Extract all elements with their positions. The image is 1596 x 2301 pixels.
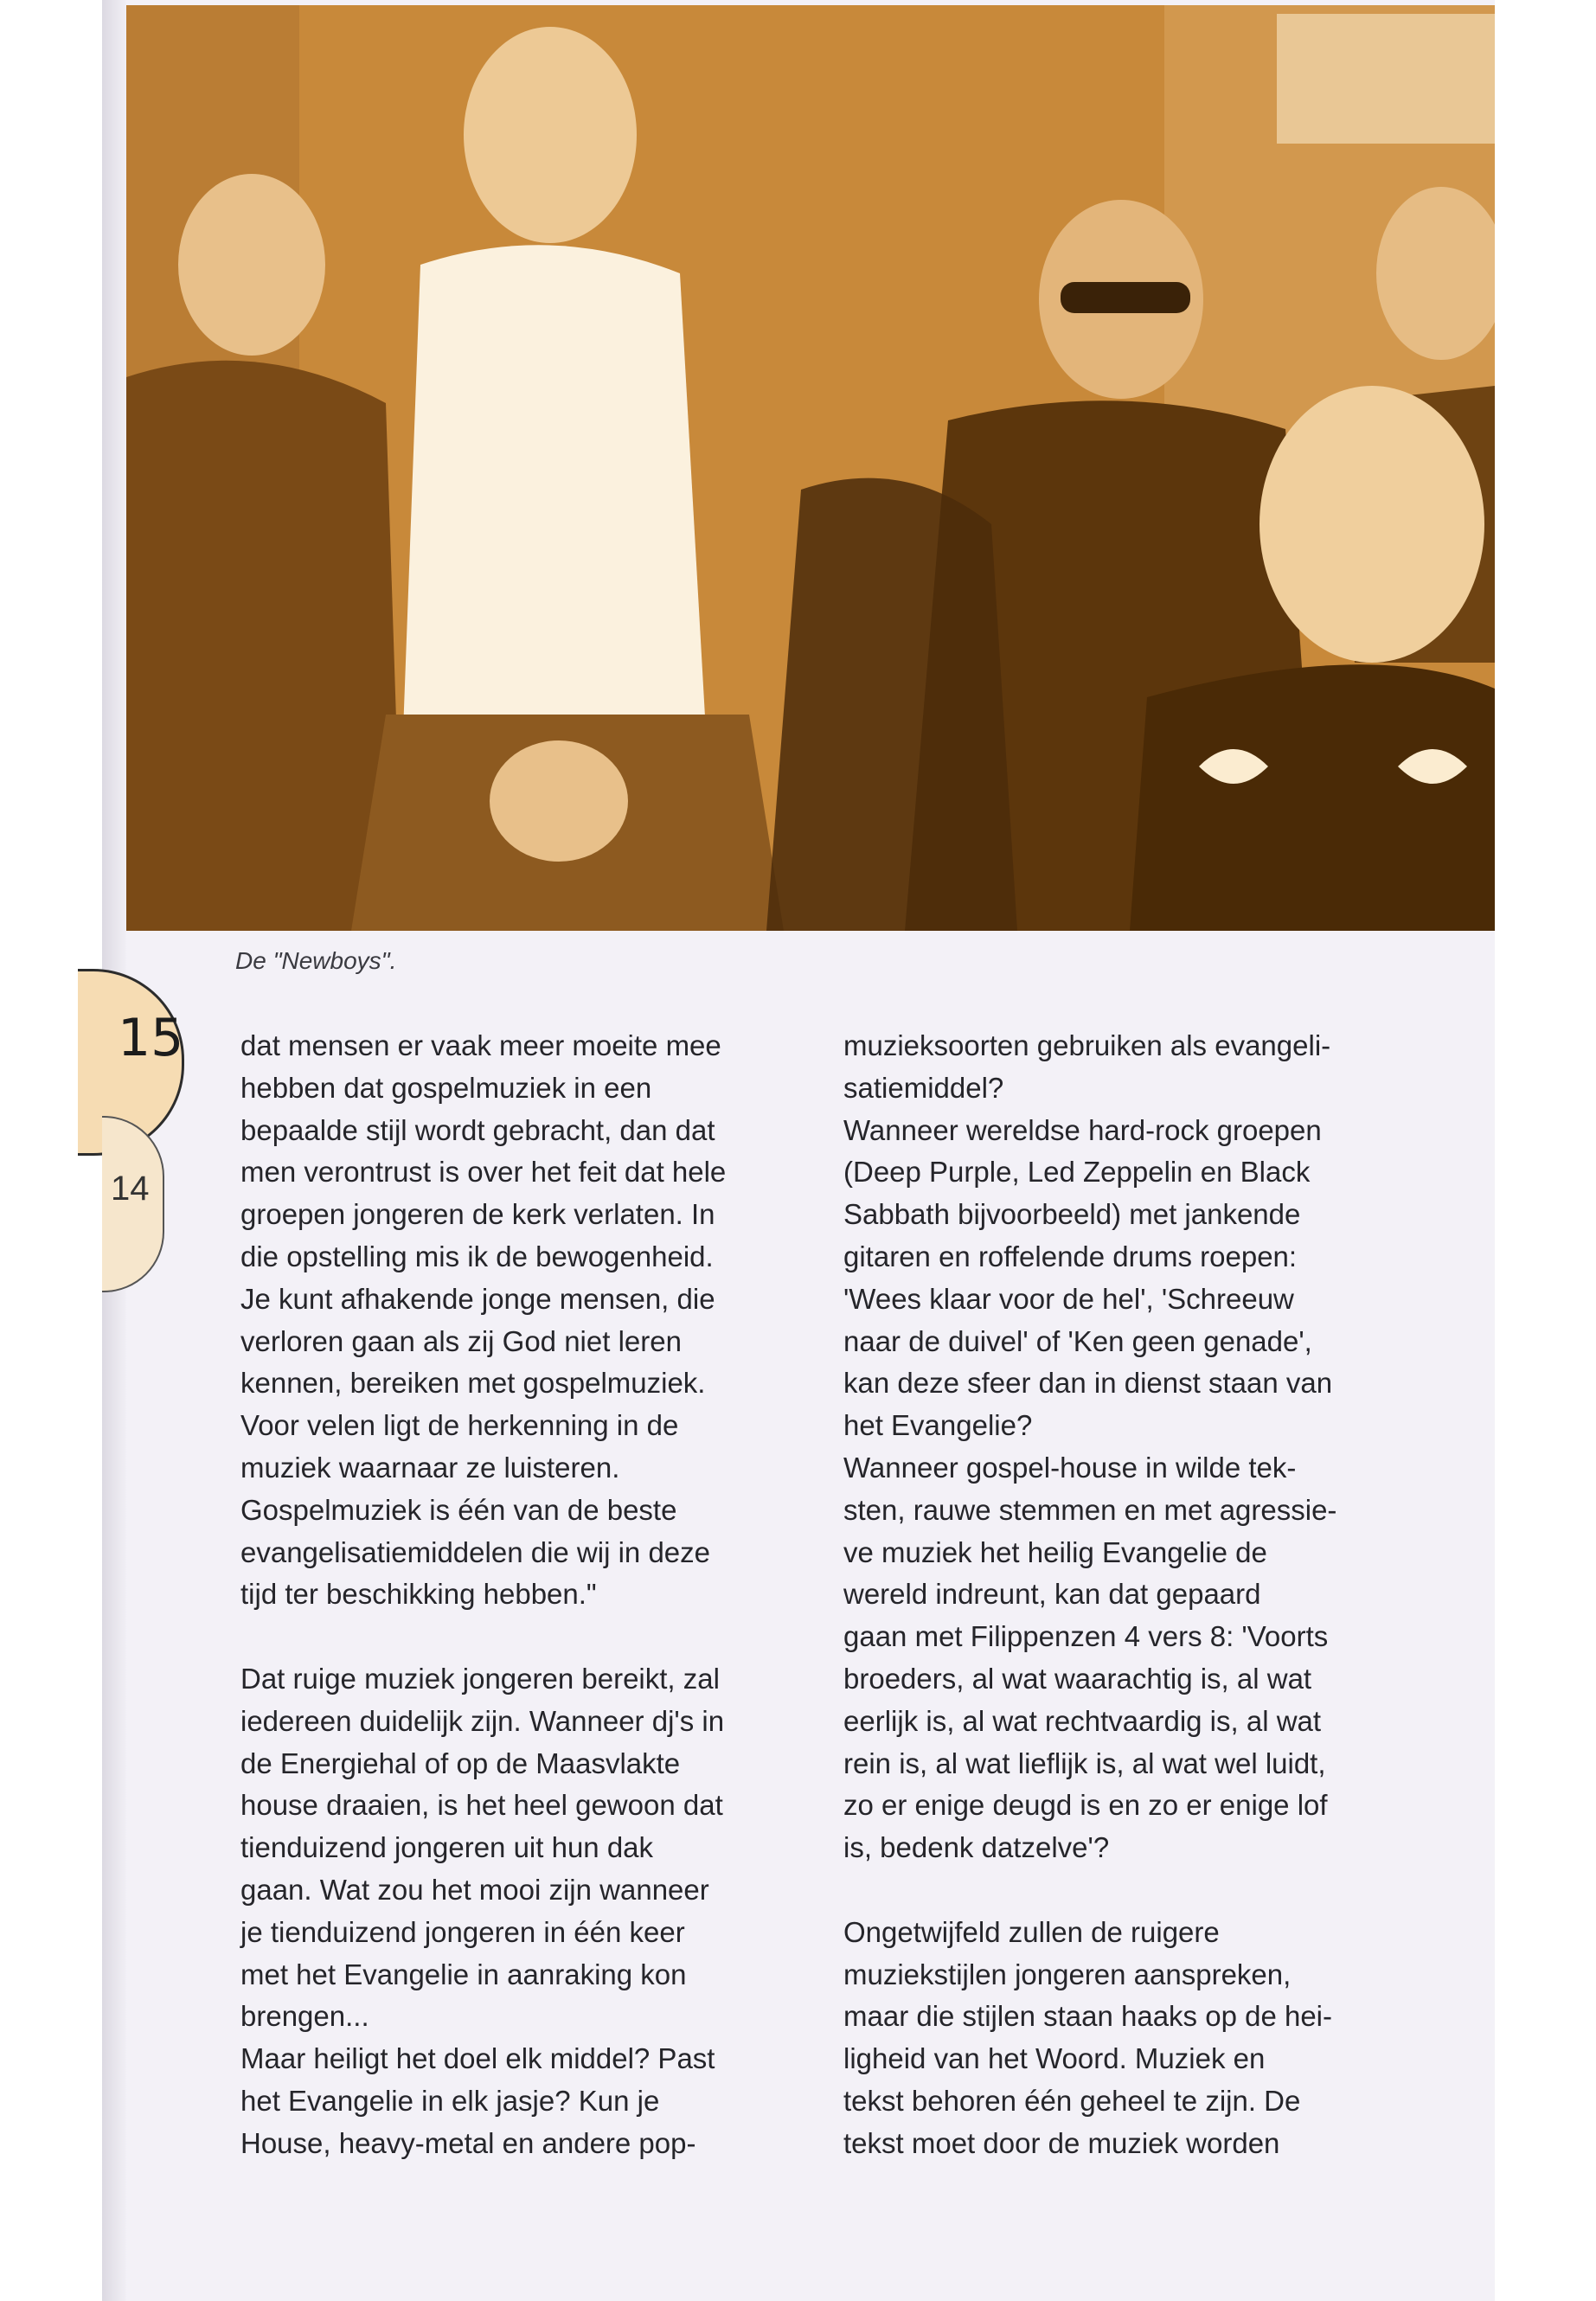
text-line: Maar heiligt het doel elk middel? Past	[240, 2042, 715, 2075]
text-line	[240, 1616, 803, 1658]
text-line: tekst moet door de muziek worden	[843, 2126, 1280, 2159]
text-line: gitaren en roffelende drums roepen:	[843, 1240, 1298, 1272]
text-line: House, heavy-metal en andere pop-	[240, 2126, 696, 2159]
text-line: Voor velen ligt de herkenning in de	[240, 1409, 679, 1442]
text-line: ligheid van het Woord. Muziek en	[843, 2042, 1266, 2075]
text-line: gaan. Wat zou het mooi zijn wanneer	[240, 1873, 709, 1906]
text-line: iedereen duidelijk zijn. Wanneer dj's in	[240, 1704, 725, 1737]
text-line: zo er enige deugd is en zo er enige lof	[843, 1789, 1328, 1822]
text-line: Je kunt afhakende jonge mensen, die	[240, 1282, 715, 1315]
text-line: muziek waarnaar ze luisteren.	[240, 1451, 620, 1484]
text-line: brengen...	[240, 2000, 369, 2033]
text-line: dat mensen er vaak meer moeite mee	[240, 1029, 721, 1061]
text-line: groepen jongeren de kerk verlaten. In	[240, 1198, 715, 1231]
text-line: de Energiehal of op de Maasvlakte	[240, 1747, 681, 1779]
text-line: hebben dat gospelmuziek in een	[240, 1071, 652, 1104]
text-line: kan deze sfeer dan in dienst staan van	[843, 1367, 1333, 1400]
text-line: rein is, al wat lieflijk is, al wat wel luidt,	[843, 1747, 1326, 1779]
text-line: tienduizend jongeren uit hun dak	[240, 1831, 654, 1864]
photo-caption: De "Newboys".	[235, 947, 397, 974]
text-line: sten, rauwe stemmen en met agressie-	[843, 1493, 1337, 1526]
text-line: die opstelling mis ik de bewogenheid.	[240, 1240, 714, 1272]
text-line	[843, 1869, 1406, 1912]
text-line: is, bedenk datzelve'?	[843, 1831, 1110, 1864]
text-line: Dat ruige muziek jongeren bereikt, zal	[240, 1662, 720, 1695]
text-line: 'Wees klaar voor de hel', 'Schreeuw	[843, 1282, 1294, 1315]
text-line: Wanneer wereldse hard-rock groepen	[843, 1113, 1322, 1146]
text-line: bepaalde stijl wordt gebracht, dan dat	[240, 1113, 715, 1146]
text-line: muziekstijlen jongeren aanspreken,	[843, 1958, 1292, 1990]
text-line: je tienduizend jongeren in één keer	[240, 1915, 685, 1948]
text-line: verloren gaan als zij God niet leren	[240, 1324, 682, 1357]
text-line: eerlijk is, al wat rechtvaardig is, al wat	[843, 1704, 1322, 1737]
text-line: Ongetwijfeld zullen de ruigere	[843, 1915, 1220, 1948]
page-number: 15	[118, 1008, 184, 1068]
text-line: Wanneer gospel-house in wilde tek-	[843, 1451, 1297, 1484]
text-line: evangelisatiemiddelen die wij in deze	[240, 1535, 711, 1568]
text-line: Sabbath bijvoorbeeld) met jankende	[843, 1198, 1301, 1231]
left-text-column	[240, 1025, 803, 2165]
text-line: Gospelmuziek is één van de beste	[240, 1493, 677, 1526]
page-number-secondary: 14	[111, 1170, 150, 1208]
text-line: house draaien, is het heel gewoon dat	[240, 1789, 723, 1822]
text-line: maar die stijlen staan haaks op de hei-	[843, 2000, 1332, 2033]
text-line: broeders, al wat waarachtig is, al wat	[843, 1662, 1312, 1695]
band-photo	[126, 5, 1495, 931]
text-line: naar de duivel' of 'Ken geen genade',	[843, 1324, 1312, 1357]
text-line: het Evangelie in elk jasje? Kun je	[240, 2084, 660, 2117]
text-line: met het Evangelie in aanraking kon	[240, 1958, 687, 1990]
text-line: tekst behoren één geheel te zijn. De	[843, 2084, 1301, 2117]
text-line: gaan met Filippenzen 4 vers 8: 'Voorts	[843, 1620, 1329, 1653]
text-line: wereld indreunt, kan dat gepaard	[843, 1578, 1261, 1611]
text-line: men verontrust is over het feit dat hele	[240, 1156, 727, 1189]
right-text-column	[843, 1025, 1406, 2165]
text-line: satiemiddel?	[843, 1071, 1004, 1104]
text-line: muzieksoorten gebruiken als evangeli-	[843, 1029, 1331, 1061]
text-line: kennen, bereiken met gospelmuziek.	[240, 1367, 706, 1400]
text-line: ve muziek het heilig Evangelie de	[843, 1535, 1267, 1568]
text-line: het Evangelie?	[843, 1409, 1033, 1442]
band-photo-icon	[126, 5, 1495, 931]
text-line: tijd ter beschikking hebben."	[240, 1578, 597, 1611]
text-line: (Deep Purple, Led Zeppelin en Black	[843, 1156, 1311, 1189]
